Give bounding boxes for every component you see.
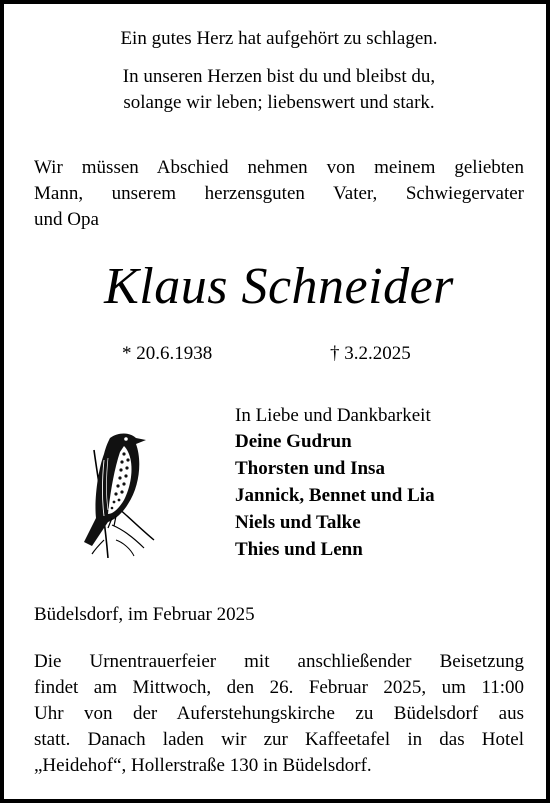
verse-line-1: Ein gutes Herz hat aufgehört zu schlagen. bbox=[120, 28, 438, 49]
verse-line-2: In unseren Herzen bist du und bleibst du, bbox=[122, 66, 436, 87]
mourner-2: Thorsten und Insa bbox=[235, 458, 385, 479]
songbird-on-reed-icon bbox=[64, 430, 164, 558]
intro-line-1: Wir müssen Abschied nehmen von meinem geliebten bbox=[34, 157, 524, 178]
intro-line-3: und Opa bbox=[34, 209, 99, 230]
intro-line-2: Mann, unserem herzensguten Vater, Schwiegervater bbox=[34, 183, 524, 204]
ceremony-line-3: Uhr von der Auferstehungskirche zu Büdelsdorf aus bbox=[34, 703, 524, 724]
mourner-3: Jannick, Bennet und Lia bbox=[235, 485, 435, 506]
birth-date: * 20.6.1938 bbox=[122, 343, 213, 364]
place-date: Büdelsdorf, im Februar 2025 bbox=[34, 604, 255, 625]
ceremony-line-4: statt. Danach laden wir zur Kaffeetafel in das Hotel bbox=[34, 729, 524, 750]
mourner-4: Niels und Talke bbox=[235, 512, 361, 533]
ceremony-line-5: „Heidehof“, Hollerstraße 130 in Büdelsdorf. bbox=[34, 755, 372, 776]
ceremony-line-1: Die Urnentrauerfeier mit anschließender Beisetzung bbox=[34, 651, 524, 672]
mourners-intro: In Liebe und Dankbarkeit bbox=[235, 405, 431, 426]
verse-line-3: solange wir leben; liebenswert und stark. bbox=[123, 92, 435, 113]
deceased-name: Klaus Schneider bbox=[104, 258, 454, 315]
ceremony-line-2: findet am Mittwoch, den 26. Februar 2025, um 11:00 bbox=[34, 677, 524, 698]
mourner-5: Thies und Lenn bbox=[235, 539, 363, 560]
death-date: † 3.2.2025 bbox=[330, 343, 411, 364]
mourner-1: Deine Gudrun bbox=[235, 431, 352, 452]
